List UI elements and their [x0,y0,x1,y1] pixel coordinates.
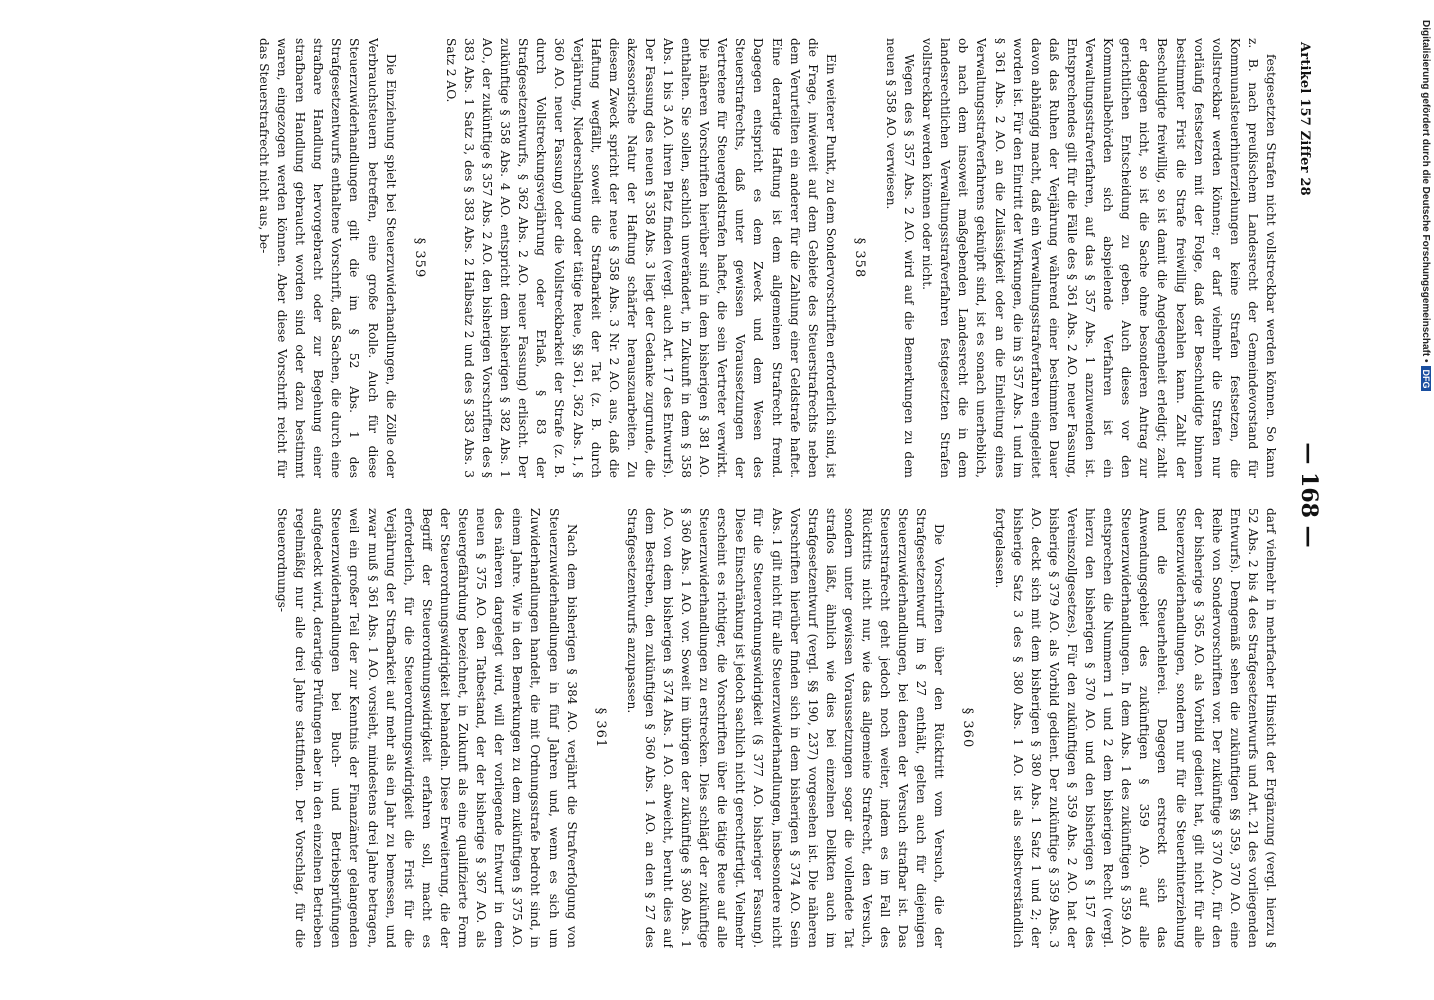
page-number: — 168 — [1296,442,1322,548]
section-heading: § 360 [960,707,976,749]
rotated-scan [62,38,1322,948]
section-heading: § 358 [851,237,867,279]
digitization-credit [1418,20,1434,1000]
paragraph: Die Vorschriften über den Rücktritt vom Versuch, die der Strafgesetzentwurf im § 27 enthält, gelten auch für diejenigen Steuerzuwiderhandlungen, bei denen der Versuch strafbar ist. Das Steuerstrafrecht geht jedoch noch weiter, indem es im Fall des Rücktritts nicht nur, wie das allgemeine Strafrecht, den Versuch, sondern unter gewissen Voraussetzungen sogar die vollendete Tat straflos läßt, ähnlich wie dies bei einzelnen Delikten auch im Strafgesetzentwurf (vergl. §§ 190, 237) vorgesehen ist. Die näheren Vorschriften hierüber finden sich in dem bisherigen § 374 AO. Sein Abs. 1 gilt nicht für alle Steuerzuwiderhandlungen, insbesondere nicht für die Steuerordnungswidrigkeit (§ 377 AO. bisheriger Fassung). Diese Einschränkung ist jedoch sachlich nicht gerechtfertigt. Vielmehr erscheint es richtiger, die Vorschriften über die tätige Reue auf alle Steuerzuwiderhandlungen zu erstrecken. Dies schlägt der zukünftige § 360 Abs. 1 AO. vor. Soweit im übrigen der zukünftige § 360 Abs. 1 AO. von dem bisherigen § 374 Abs. 1 AO. abweicht, beruht dies auf dem Bestreben, den zukünftigen § 360 Abs. 1 AO. an den § 27 des Strafgesetzentwurfs anzupassen. [624,508,947,948]
running-head: Artikel 157 Ziffer 28 [1297,42,1312,196]
paragraph: Wegen des § 357 Abs. 2 AO. wird auf die Bemerkungen zu dem neuen § 358 AO. verwiesen. [884,38,917,478]
paragraph: Ein weiterer Punkt, zu dem Sondervorschriften erforderlich sind, ist die Frage, inwieweit auf dem Gebiete des Steuerstrafrechts neben dem Verurteilten ein anderer für die Zahlung einer Geldstrafe haftet. Eine derartige Haftung ist dem allgemeinen Strafrecht fremd. Dagegen entspricht es dem Zweck und dem Wesen des Steuerstrafrechts, daß unter gewissen Voraussetzungen der Vertretene für Steuergeldstrafen haftet, die sein Vertreter verwirkt. Die näheren Vorschriften hierüber sind in dem bisherigen § 381 AO. enthalten. Sie sollen, sachlich unverändert, in Zukunft in dem § 358 Abs. 1 bis 3 AO. ihren Platz finden (vergl. auch Art. 17 des Entwurfs). Der Fassung des neuen § 358 Abs. 3 liegt der Gedanke zugrunde, die akzessorische Natur der Haftung schärfer herauszuarbeiten. Zu diesem Zweck spricht der neue § 358 Abs. 3 Nr. 2 AO. aus, daß die Haftung wegfällt, soweit die Strafbarkeit der Tat (z. B. durch Verjährung, Niederschlagung oder tätige Reue, §§ 361, 362 Abs. 1, § 360 AO. neuer Fassung) oder die Vollstreckbarkeit der Strafe (z. B. durch Vollstreckungsverjährung oder Erlaß, § 83 der Strafgesetzentwurfs, § 362 Abs. 2 AO. neuer Fassung) erlischt. Der zukünftige § 358 Abs. 4 AO. entspricht dem bisherigen § 382 Abs. 1 AO., der zukünftige § 357 Abs. 2 AO. den bisherigen Vorschriften des § 383 Abs. 1 Satz 3, des § 383 Abs. 2 Halbsatz 2 und des § 383 Abs. 3 Satz 2 AO. [443,38,838,478]
paragraph: Nach dem bisherigen § 384 AO. verjährt die Strafverfolgung von Steuerzuwiderhandlungen in fünf Jahren und, wenn es sich um Zuwiderhandlungen handelt, die mit Ordnungsstrafe bedroht sind, in einem Jahre. Wie in den Bemerkungen zu dem zukünftigen § 375 AO. des näheren dargelegt wird, will der vorliegende Entwurf in dem neuen § 375 AO. den Tatbestand, der der bisherige § 367 AO. als Steuergefährdung bezeichnet, in Zukunft als eine qualifizierte Form der Steuerordnungswidrigkeit behandeln. Diese Erweiterung, die der Begriff der Steuerordnungswidrigkeit erfahren soll, macht es erforderlich, für die Steuerordnungswidrigkeit die Frist für die Verjährung der Strafbarkeit auf mehr als ein Jahr zu bemessen, und zwar muß § 361 Abs. 1 AO. vorsieht, mindestens drei Jahre betragen, weil ein großer Teil der zur Kenntnis der Finanzämter gelangenden Steuerzuwiderhandlungen bei Buch- und Betriebsprüfungen aufgedeckt wird, derartige Prüfungen aber in den einzelnen Betrieben regelmäßig nur alle drei Jahre stattfinden. Der Vorschlag, für die Steuerordnungs- [275,508,579,948]
paragraph: festgesetzten Strafen nicht vollstreckbar werden können. So kann z. B. nach preußischem Landesrecht der Gemeindevorstand für Kommunalsteuerhinterziehungen keine Strafen festsetzen, die vollstreckbar werden können; er darf vielmehr die Strafen nur vorläufig festsetzen mit der Folge, daß der Beschuldigte binnen bestimmter Frist die Strafe freiwillig bezahlen kann. Zahlt der Beschuldigte freiwillig, so ist damit die Angelegenheit erledigt; zahlt er dagegen nicht, so ist die Sache ohne besonderen Antrag zur gerichtlichen Entscheidung zu geben. Auch dieses vor den Kommunalbehörden sich abspielende Verfahren ist ein Verwaltungsstrafverfahren, auf das § 357 Abs. 1 anzuwenden ist. Entsprechendes gilt für die Fälle des § 361 Abs. 2 AO. neuer Fassung, daß das Ruhen der Verjährung während einer bestimmten Dauer davon abhängig macht, daß ein Verwaltungsstrafverfahren eingeleitet worden ist. Für den Eintritt der Wirkungen, die im § 357 Abs. 1 und im § 361 Abs. 2 AO. an die Zulässigkeit oder an die Einleitung eines Verwaltungsstrafverfahrens geknüpft sind, ist es sonach unerheblich, ob nach dem insoweit maßgebenden Landesrecht die in dem landesrechtlichen Verwaltungsstrafverfahren festgesetzten Strafen vollstreckbar werden können oder nicht. [920,38,1278,478]
paragraph: darf vielmehr in mehrfacher Hinsicht der Ergänzung (vergl. hierzu § 52 Abs. 2 bis 4 des Strafgesetzentwurfs und Art. 21 des vorliegenden Entwurfs). Demgemäß sehen die zukünftigen §§ 359, 370 AO. eine Reihe von Sondervorschriften vor. Der zukünftige § 370 AO., für den der bisherige § 365 AO. als Vorbild gedient hat, gilt nicht für alle Steuerzuwiderhandlungen, sondern nur für die Steuerhinterziehung und die Steuerhehlerei. Dagegen erstreckt sich das Anwendungsgebiet des zukünftigen § 359 AO. auf alle Steuerzuwiderhandlungen. In dem Abs. 1 des zukünftigen § 359 AO. entsprechen die Nummern 1 und 2 dem bisherigen Recht (vergl. hierzu den bisherigen § 370 AO. und den bisherigen § 157 des Vereinszollgesetzes). Für den zukünftigen § 359 Abs. 2 AO. hat der bisherige § 379 AO. als Vorbild gedient. Der zukünftige § 359 Abs. 3 AO. deckt sich mit dem bisherigen § 380 Abs. 1 Satz 1 und 2; der bisherige Satz 3 des § 380 Abs. 1 AO. ist als selbstverständlich fortgelassen. [992,508,1278,948]
section-heading: § 359 [411,237,427,279]
dfg-logo: DFG [1421,366,1431,391]
left-column [70,38,1280,478]
right-column [70,508,1280,948]
paragraph: Die Einziehung spielt bei Steuerzuwiderhandlungen, die Zölle oder Verbrauchsteuern betreffen, eine große Rolle. Auch für diese Steuerzuwiderhandlungen gilt die im § 52 Abs. 1 des Strafgesetzentwurfs enthaltene Vorschrift, daß Sachen, die durch eine strafbare Handlung hervorgebracht oder zur Begehung einer strafbaren Handlung gebraucht worden sind oder dazu bestimmt waren, eingezogen werden können. Aber diese Vorschrift reicht für das Steuerstrafrecht nicht aus, be- [257,38,398,478]
credit-text: Digitalisierung gefördert durch die Deutsche Forschungsgemeinschaft • [1420,20,1431,363]
section-heading: § 361 [592,707,608,749]
